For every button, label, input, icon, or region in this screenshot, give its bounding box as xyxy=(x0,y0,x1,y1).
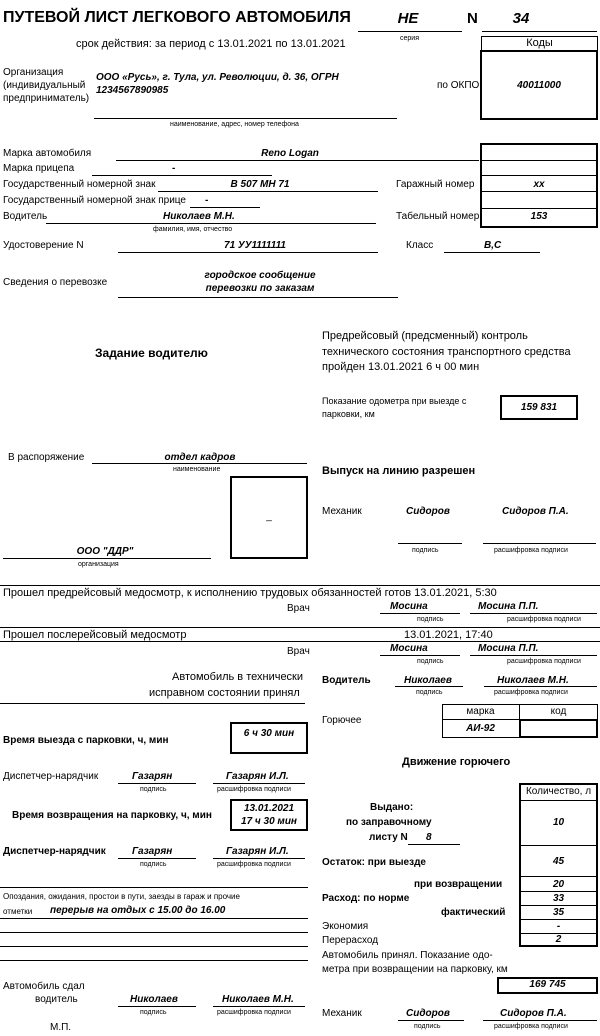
handed-over-label-2: водитель xyxy=(35,994,78,1005)
trailer-label: Марка прицепа xyxy=(3,163,75,174)
car-brand: Reno Logan xyxy=(261,148,319,159)
stamp-placeholder: _ xyxy=(266,511,272,522)
doc-number: 34 xyxy=(512,10,530,27)
overrun-value: 2 xyxy=(555,934,562,945)
doctor-full-2: Мосина П.П. xyxy=(478,643,539,654)
series-caption: серия xyxy=(400,35,419,42)
delays-text: перерыв на отдых с 15.00 до 16.00 xyxy=(50,905,226,916)
doctor-label: Врач xyxy=(287,603,310,614)
trailer-plate-value: - xyxy=(205,195,209,206)
tab-label: Табельный номер xyxy=(396,211,480,222)
remain-out-value: 45 xyxy=(552,856,565,867)
odo-out-value: 159 831 xyxy=(520,402,558,413)
decode-caption-6: расшифровка подписи xyxy=(217,861,291,868)
precontrol-line-2: технического состояния транспортного средства xyxy=(322,346,571,358)
org-caption-2: организация xyxy=(78,561,119,568)
decode-caption-4: расшифровка подписи xyxy=(494,689,568,696)
org-name: ООО «Русь», г. Тула, ул. Революции, д. 36, ОГРН xyxy=(96,72,339,83)
delays-label-2: отметки xyxy=(3,907,33,916)
validity: срок действия: за период с 13.01.2021 по 13.01.2021 xyxy=(76,38,346,50)
fuel-heading: Движение горючего xyxy=(402,756,511,768)
issued-label-2: по заправочному xyxy=(346,817,432,828)
precontrol-line-1: Предрейсовый (предсменный) контроль xyxy=(322,330,528,342)
driver-label: Водитель xyxy=(3,211,48,222)
odo-in-label-2: метра при возвращении на парковку, км xyxy=(322,964,508,975)
accept-driver-label: Водитель xyxy=(322,675,371,686)
transport-label: Сведения о перевозке xyxy=(3,277,108,288)
dispatcher-full-2: Газарян И.Л. xyxy=(226,846,289,857)
sign-caption: подпись xyxy=(412,547,439,554)
doc-title: ПУТЕВОЙ ЛИСТ ЛЕГКОВОГО АВТОМОБИЛЯ xyxy=(3,9,351,26)
economy-label: Экономия xyxy=(322,921,369,932)
sign-caption-2: подпись xyxy=(417,616,444,623)
class-label: Класс xyxy=(406,240,434,251)
series-value: НЕ xyxy=(397,10,419,27)
accept-driver-full: Николаев М.Н. xyxy=(497,675,569,686)
sign-caption-4: подпись xyxy=(416,689,443,696)
precontrol-passed: пройден 13.01.2021 6 ч 00 мин xyxy=(322,361,480,373)
dispatcher-full: Газарян И.Л. xyxy=(226,771,289,782)
handed-over-label: Автомобиль сдал xyxy=(3,981,85,992)
decode-caption-3: расшифровка подписи xyxy=(507,658,581,665)
mechanic-sign: Сидоров xyxy=(406,506,450,517)
driver-name: Николаев М.Н. xyxy=(163,211,235,222)
issued-value: 10 xyxy=(552,817,565,828)
license-label: Удостоверение N xyxy=(3,240,84,251)
sign-caption-3: подпись xyxy=(417,658,444,665)
doctor-label-2: Врач xyxy=(287,646,310,657)
plate-value: В 507 МН 71 xyxy=(230,179,290,190)
accept-driver-sign: Николаев xyxy=(404,675,452,686)
decode-caption-5: расшифровка подписи xyxy=(217,786,291,793)
return-time: 17 ч 30 мин xyxy=(241,816,297,827)
tab-value: 153 xyxy=(530,211,548,222)
remain-out-label: Остаток: при выезде xyxy=(322,857,426,868)
fuel-sheet-number: 8 xyxy=(426,832,432,843)
org-label-2: (индивидуальный xyxy=(3,80,86,91)
dispatcher-sign-2: Газарян xyxy=(132,846,173,857)
trailer-plate-label: Государственный номерной знак прице xyxy=(3,195,186,206)
license-value: 71 УУ1111111 xyxy=(224,240,286,251)
release-allowed: Выпуск на линию разрешен xyxy=(322,465,476,477)
fuel-label: Горючее xyxy=(322,715,362,726)
fuel-brand-head: марка xyxy=(466,706,495,717)
return-time-label: Время возвращения на парковку, ч, мин xyxy=(12,810,212,821)
odo-in-label: Автомобиль принял. Показание одо- xyxy=(322,950,493,961)
mechanic-full: Сидоров П.А. xyxy=(502,506,569,517)
codes-header: Коды xyxy=(526,37,553,49)
out-time-value: 6 ч 30 мин xyxy=(243,728,295,739)
org-caption: наименование, адрес, номер телефона xyxy=(170,121,299,128)
norm-label: Расход: по норме xyxy=(322,893,410,904)
delays-label: Опоздания, ожидания, простои в пути, заезды в гараж и прочие xyxy=(3,892,240,901)
qty-header: Количество, л xyxy=(525,786,592,797)
number-label: N xyxy=(467,10,478,27)
sign-caption-5: подпись xyxy=(140,786,167,793)
actual-label: фактический xyxy=(441,907,506,918)
footer-mechanic-sign: Сидоров xyxy=(406,1008,450,1019)
transport-line-1: городское сообщение xyxy=(204,270,316,281)
org-label-3: предприниматель) xyxy=(3,93,90,104)
trailer-brand: - xyxy=(172,163,176,174)
sign-caption-8: подпись xyxy=(414,1023,441,1030)
class-value: В,С xyxy=(484,240,502,251)
return-date: 13.01.2021 xyxy=(243,803,295,814)
norm-value: 33 xyxy=(552,893,565,904)
med-post: Прошел послерейсовый медосмотр xyxy=(3,629,187,641)
org-ogrn: 1234567890985 xyxy=(96,85,169,96)
decode-caption-7: расшифровка подписи xyxy=(217,1009,291,1016)
economy-value: - xyxy=(556,921,561,932)
brand-label: Марка автомобиля xyxy=(3,148,92,159)
sign-caption-7: подпись xyxy=(140,1009,167,1016)
fio-caption: фамилия, имя, отчество xyxy=(153,226,233,233)
issued-label: Выдано: xyxy=(370,802,414,813)
overrun-label: Перерасход xyxy=(322,935,379,946)
med-post-time: 13.01.2021, 17:40 xyxy=(404,629,493,641)
org-label: Организация xyxy=(3,67,64,78)
fuel-code-head: код xyxy=(550,706,567,717)
odo-out-label-2: парковки, км xyxy=(322,409,375,419)
remain-return-label: при возвращении xyxy=(414,879,503,890)
med-pre: Прошел предрейсовый медосмотр, к исполнению трудовых обязанностей готов 13.01.2021, 5:30 xyxy=(3,587,497,599)
fuel-brand-value: АИ-92 xyxy=(466,723,495,734)
footer-driver-sign: Николаев xyxy=(130,994,178,1005)
footer-mechanic-full: Сидоров П.А. xyxy=(500,1008,567,1019)
dispatcher-label-2: Диспетчер-нарядчик xyxy=(3,846,106,857)
accept-line-1: Автомобиль в технически xyxy=(172,671,304,683)
odo-out-label: Показание одометра при выезде с xyxy=(322,396,467,406)
out-time-label: Время выезда с парковки, ч, мин xyxy=(3,735,169,746)
task-heading: Задание водителю xyxy=(95,346,208,360)
garage-label: Гаражный номер xyxy=(396,179,475,190)
disposal-label: В распоряжение xyxy=(8,452,85,463)
disposal-value: отдел кадров xyxy=(164,452,236,463)
remain-return-value: 20 xyxy=(552,879,565,890)
okpo-label: по ОКПО xyxy=(437,80,480,91)
accept-line-2: исправном состоянии принял xyxy=(149,687,300,699)
name-caption: наименование xyxy=(173,466,221,473)
doctor-sign-2: Мосина xyxy=(390,643,428,654)
doctor-sign: Мосина xyxy=(390,601,428,612)
doctor-full: Мосина П.П. xyxy=(478,601,539,612)
dispatcher-label: Диспетчер-нарядчик xyxy=(3,771,99,782)
sign-caption-6: подпись xyxy=(140,861,167,868)
stamp-place: М.П. xyxy=(50,1022,72,1033)
dispatcher-sign: Газарян xyxy=(132,771,173,782)
issued-label-3: листу N xyxy=(369,832,408,843)
odo-in-value: 169 745 xyxy=(529,979,566,990)
decode-caption-2: расшифровка подписи xyxy=(507,616,581,623)
transport-line-2: перевозки по заказам xyxy=(205,283,315,294)
mechanic-label: Механик xyxy=(322,506,362,517)
plate-label: Государственный номерной знак xyxy=(3,179,156,190)
footer-driver-full: Николаев М.Н. xyxy=(222,994,294,1005)
client-org: ООО "ДДР" xyxy=(76,546,134,557)
garage-value: хх xyxy=(533,179,545,190)
decode-caption: расшифровка подписи xyxy=(494,547,568,554)
decode-caption-8: расшифровка подписи xyxy=(494,1023,568,1030)
footer-mechanic-label: Механик xyxy=(322,1008,362,1019)
actual-value: 35 xyxy=(552,907,565,918)
okpo-value: 40011000 xyxy=(517,80,561,91)
